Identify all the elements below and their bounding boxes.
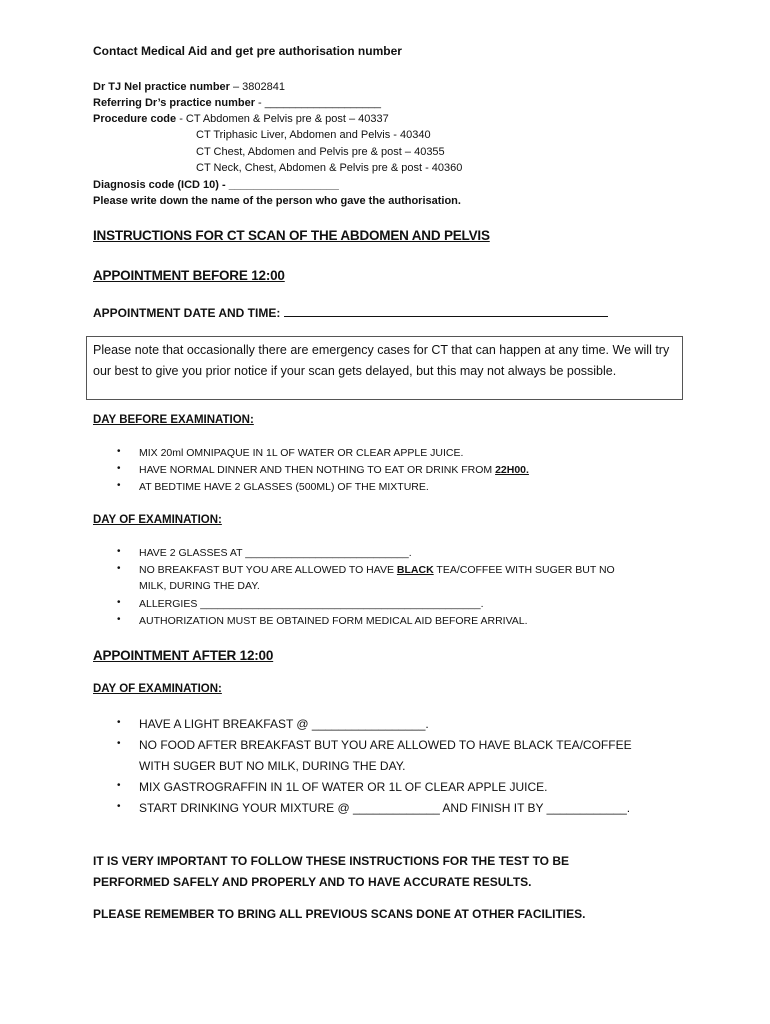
- bullet-icon: •: [117, 563, 121, 574]
- day-of-heading-before: DAY OF EXAMINATION:: [93, 514, 222, 526]
- emergency-notice-box: [86, 336, 683, 400]
- appointment-date-label: APPOINTMENT DATE AND TIME:: [93, 306, 284, 320]
- bullet-icon: •: [117, 463, 121, 474]
- no-breakfast-tail: TEA/COFFEE WITH SUGER BUT NO: [433, 564, 615, 576]
- important-line-1: IT IS VERY IMPORTANT TO FOLLOW THESE INSTRUCTIONS FOR THE TEST TO BE: [93, 854, 570, 868]
- procedure-code-line: [93, 111, 389, 127]
- no-breakfast-text: NO BREAKFAST BUT YOU ARE ALLOWED TO HAVE: [139, 564, 397, 576]
- procedure-code-3: CT Chest, Abdomen and Pelvis pre & post – 40355: [196, 146, 445, 158]
- important-line-2: PERFORMED SAFELY AND PROPERLY AND TO HAVE ACCURATE RESULTS.: [93, 875, 532, 889]
- allergies-field[interactable]: ALLERGIES ________________________________________________.: [139, 598, 484, 610]
- day-of-no-breakfast: [139, 564, 615, 576]
- day-before-bedtime: AT BEDTIME HAVE 2 GLASSES (500ML) OF THE MIXTURE.: [139, 481, 429, 493]
- document-title: INSTRUCTIONS FOR CT SCAN OF THE ABDOMEN AND PELVIS: [93, 228, 490, 243]
- dr-practice-value: – 3802841: [229, 81, 285, 93]
- appointment-after-heading: APPOINTMENT AFTER 12:00: [93, 648, 274, 663]
- dinner-text: HAVE NORMAL DINNER AND THEN NOTHING TO EAT OR DRINK FROM: [139, 464, 496, 476]
- appointment-before-heading: APPOINTMENT BEFORE 12:00: [93, 268, 285, 283]
- black-emphasis: BLACK: [396, 564, 434, 576]
- write-down-note: Please write down the name of the person who gave the authorisation.: [93, 195, 461, 207]
- referring-practice-number: [93, 95, 381, 111]
- contact-instruction: Contact Medical Aid and get pre authorisation number: [93, 44, 402, 58]
- bullet-icon: •: [117, 801, 121, 812]
- no-food-after-breakfast-cont: WITH SUGER BUT NO MILK, DURING THE DAY.: [139, 759, 406, 773]
- day-of-glasses-field[interactable]: HAVE 2 GLASSES AT ____________________________.: [139, 547, 412, 559]
- bullet-icon: •: [117, 614, 121, 625]
- appointment-date-field[interactable]: [284, 304, 608, 317]
- appointment-date-line: [93, 304, 608, 320]
- procedure-code-1: - CT Abdomen & Pelvis pre & post – 40337: [179, 113, 389, 125]
- bullet-icon: •: [117, 446, 121, 457]
- bullet-icon: •: [117, 546, 121, 557]
- mix-gastrograffin: MIX GASTROGRAFFIN IN 1L OF WATER OR 1L OF CLEAR APPLE JUICE.: [139, 780, 548, 794]
- remember-scans-note: PLEASE REMEMBER TO BRING ALL PREVIOUS SCANS DONE AT OTHER FACILITIES.: [93, 907, 586, 921]
- procedure-code-4: CT Neck, Chest, Abdomen & Pelvis pre & post - 40360: [196, 162, 463, 174]
- diagnosis-code-field[interactable]: Diagnosis code (ICD 10) - __________________: [93, 179, 339, 191]
- start-drinking-field[interactable]: START DRINKING YOUR MIXTURE @ _____________ AND FINISH IT BY ____________.: [139, 801, 631, 815]
- procedure-label: Procedure code: [93, 113, 177, 125]
- authorization-note: AUTHORIZATION MUST BE OBTAINED FORM MEDICAL AID BEFORE ARRIVAL.: [139, 615, 528, 627]
- referring-value-field[interactable]: - ___________________: [255, 97, 382, 109]
- day-before-mix: MIX 20ml OMNIPAQUE IN 1L OF WATER OR CLEAR APPLE JUICE.: [139, 447, 464, 459]
- light-breakfast-field[interactable]: HAVE A LIGHT BREAKFAST @ _________________.: [139, 717, 429, 731]
- day-of-no-breakfast-cont: MILK, DURING THE DAY.: [139, 580, 260, 592]
- bullet-icon: •: [117, 717, 121, 728]
- day-before-dinner: [139, 464, 529, 476]
- dr-practice-label: Dr TJ Nel practice number: [93, 81, 230, 93]
- bullet-icon: •: [117, 738, 121, 749]
- bullet-icon: •: [117, 780, 121, 791]
- day-before-heading: DAY BEFORE EXAMINATION:: [93, 414, 254, 426]
- dr-practice-number: [93, 79, 285, 95]
- emergency-notice-text: Please note that occasionally there are emergency cases for CT that can happen at any time. We will try our best to give you prior notice if your scan gets delayed, but this may not always be possible.: [93, 343, 670, 378]
- referring-label: Referring Dr’s practice number: [93, 97, 255, 109]
- bullet-icon: •: [117, 480, 121, 491]
- bullet-icon: •: [117, 597, 121, 608]
- dinner-time: 22H00.: [495, 464, 529, 476]
- day-of-heading-after: DAY OF EXAMINATION:: [93, 683, 222, 695]
- no-food-after-breakfast: NO FOOD AFTER BREAKFAST BUT YOU ARE ALLOWED TO HAVE BLACK TEA/COFFEE: [139, 738, 632, 752]
- procedure-code-2: CT Triphasic Liver, Abdomen and Pelvis - 40340: [196, 129, 431, 141]
